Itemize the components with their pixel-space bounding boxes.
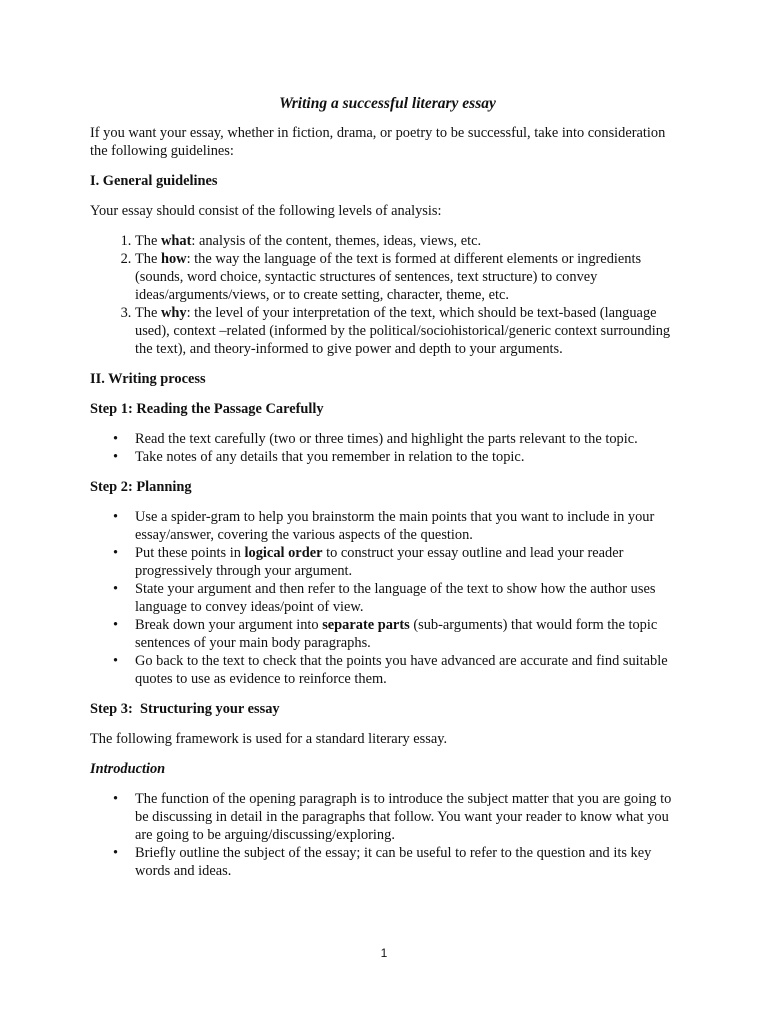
- bullet-icon: •: [113, 449, 119, 465]
- step3-heading: Step 3: Structuring your essay: [90, 701, 280, 717]
- step1-heading: Step 1: Reading the Passage Carefully: [90, 401, 324, 417]
- list-item: [113, 844, 685, 880]
- document-body: [90, 95, 685, 892]
- list-item: [113, 508, 685, 544]
- list-item-text: Read the text carefully (two or three times) and highlight the parts relevant to the topic.: [135, 431, 638, 447]
- list-item-bold: how: [160, 251, 187, 267]
- bullet-icon: •: [113, 545, 119, 561]
- list-item: [113, 430, 685, 448]
- step1-list: [90, 430, 685, 466]
- list-item-text: (sub-arguments) that would form the topic sentences of your main body paragraphs.: [135, 617, 658, 651]
- list-item: [113, 448, 685, 466]
- list-item: [135, 250, 685, 304]
- section-heading-writing-process: II. Writing process: [90, 371, 206, 387]
- bullet-icon: •: [113, 581, 119, 597]
- list-item-text: The function of the opening paragraph is to introduce the subject matter that you are going to be discussing in detail in the paragraphs that follow. You want your reader to know what you are going to be arguing/discussing/exploring.: [135, 791, 672, 843]
- intro-paragraph: If you want your essay, whether in fiction, drama, or poetry to be successful, take into consideration the following guidelines:: [90, 125, 666, 159]
- list-item: [113, 544, 685, 580]
- bullet-icon: •: [113, 791, 119, 807]
- analysis-levels-lead: Your essay should consist of the following levels of analysis:: [90, 203, 442, 219]
- bullet-icon: •: [113, 845, 119, 861]
- list-item-text: State your argument and then refer to the language of the text to show how the author uses language to convey ideas/point of view.: [135, 581, 656, 615]
- list-item-text: Use a spider-gram to help you brainstorm the main points that you want to include in your essay/answer, covering the various aspects of the question.: [135, 509, 655, 543]
- list-item: [135, 304, 685, 358]
- list-item-text: Put these points in: [135, 545, 245, 561]
- list-item: [113, 790, 685, 844]
- bullet-icon: •: [113, 617, 119, 633]
- introduction-subheading: Introduction: [90, 761, 166, 777]
- bullet-icon: •: [113, 653, 119, 669]
- document-title: Writing a successful literary essay: [279, 95, 496, 112]
- list-item-text: Go back to the text to check that the points you have advanced are accurate and find suitable quotes to use as evidence to reinforce them.: [135, 653, 668, 687]
- list-item: [113, 652, 685, 688]
- list-item-bold: why: [160, 305, 187, 321]
- analysis-levels-list: [90, 232, 685, 358]
- list-item-bold: separate parts: [322, 617, 410, 633]
- list-item-text: : analysis of the content, themes, ideas, views, etc.: [191, 233, 482, 249]
- list-item-text: Briefly outline the subject of the essay; it can be useful to refer to the question and its key words and ideas.: [135, 845, 652, 879]
- list-item: [113, 616, 685, 652]
- list-item: [135, 232, 685, 250]
- page-number: 1: [380, 946, 388, 960]
- list-item-text: : the level of your interpretation of the text, which should be text-based (language used), context –related (informed by the political/sociohistorical/generic context surrounding the text), and theory-informed to give power and depth to your arguments.: [135, 305, 671, 357]
- section-heading-general-guidelines: I. General guidelines: [90, 173, 218, 189]
- list-item-text: The: [135, 233, 161, 249]
- bullet-icon: •: [113, 509, 119, 525]
- list-item-text: : the way the language of the text is formed at different elements or ingredients (sounds, word choice, syntactic structures of sentences, text structure) to convey ideas/arguments/views, or to create setting, character, theme, etc.: [135, 251, 642, 303]
- list-item-text: The: [135, 305, 161, 321]
- introduction-list: [90, 790, 685, 880]
- bullet-icon: •: [113, 431, 119, 447]
- step2-list: [90, 508, 685, 688]
- list-item-text: to construct your essay outline and lead your reader progressively through your argument.: [135, 545, 624, 579]
- list-item-text: The: [135, 251, 161, 267]
- list-item: [113, 580, 685, 616]
- list-item-text: Break down your argument into: [135, 617, 323, 633]
- step2-heading: Step 2: Planning: [90, 479, 192, 495]
- list-item-bold: what: [160, 233, 192, 249]
- list-item-text: Take notes of any details that you remember in relation to the topic.: [135, 449, 525, 465]
- list-item-bold: logical order: [244, 545, 323, 561]
- framework-lead: The following framework is used for a standard literary essay.: [90, 731, 448, 747]
